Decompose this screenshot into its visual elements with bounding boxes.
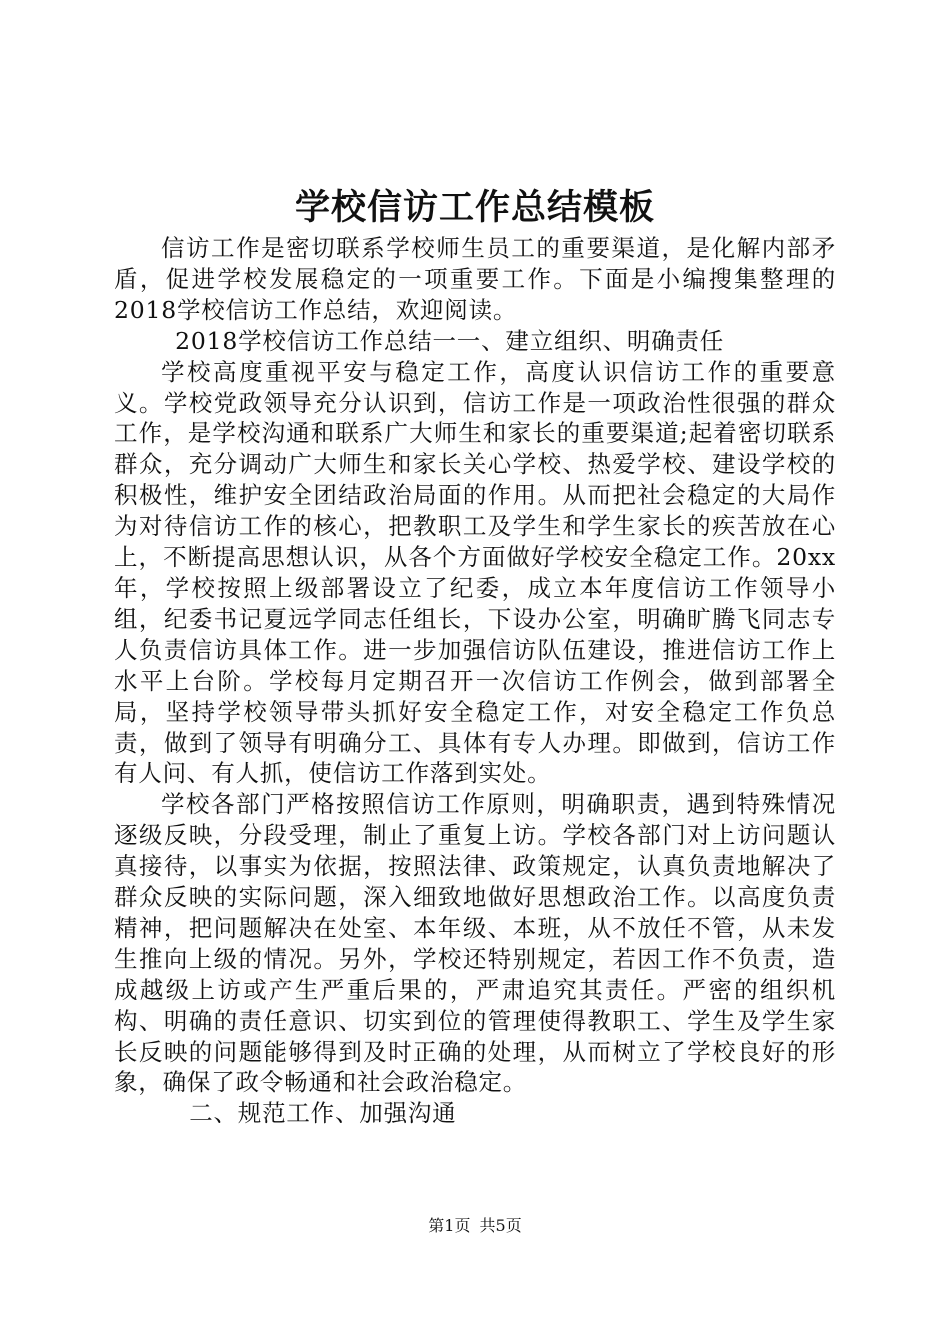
intro-paragraph: 信访工作是密切联系学校师生员工的重要渠道，是化解内部矛盾，促进学校发展稳定的一项重要工作。下面是小编搜集整理的2018学校信访工作总结，欢迎阅读。 xyxy=(114,234,836,324)
section-heading-2: 二、规范工作、加强沟通 xyxy=(189,1099,457,1128)
body-paragraph-1: 学校高度重视平安与稳定工作，高度认识信访工作的重要意义。学校党政领导充分认识到，信访工作是一项政治性很强的群众工作，是学校沟通和联系广大师生和家长的重要渠道;起着密切联系群众，充分调动广大师生和家长关心学校、热爱学校、建设学校的积极性，维护安全团结政治局面的作用。从而把社会稳定的大局作为对待信访工作的核心，把教职工及学生和学生家长的疾苦放在心上，不断提高思想认识，从各个方面做好学校安全稳定工作。20xx年，学校按照上级部署设立了纪委，成立本年度信访工作领导小组，纪委书记夏远学同志任组长，下设办公室，明确旷腾飞同志专人负责信访具体工作。进一步加强信访队伍建设，推进信访工作上水平上台阶。学校每月定期召开一次信访工作例会，做到部署全局，坚持学校领导带头抓好安全稳定工作，对安全稳定工作负总责，做到了领导有明确分工、具体有专人办理。即做到，信访工作有人问、有人抓，使信访工作落到实处。 xyxy=(114,357,836,788)
document-title: 学校信访工作总结模板 xyxy=(294,187,655,228)
page-number-footer: 第1页 共5页 xyxy=(428,1216,522,1235)
document-body xyxy=(114,233,836,1129)
section-heading-1: 2018学校信访工作总结一一、建立组织、明确责任 xyxy=(175,326,725,355)
body-paragraph-2: 学校各部门严格按照信访工作原则，明确职责，遇到特殊情况逐级反映，分段受理，制止了重复上访。学校各部门对上访问题认真接待，以事实为依据，按照法律、政策规定，认真负责地解决了群众反映的实际问题，深入细致地做好思想政治工作。以高度负责精神，把问题解决在处室、本年级、本班，从不放任不管，从未发生推向上级的情况。另外，学校还特别规定，若因工作不负责，造成越级上访或产生严重后果的，严肃追究其责任。严密的组织机构、明确的责任意识、切实到位的管理使得教职工、学生及学生家长反映的问题能够得到及时正确的处理，从而树立了学校良好的形象，确保了政令畅通和社会政治稳定。 xyxy=(114,790,836,1097)
